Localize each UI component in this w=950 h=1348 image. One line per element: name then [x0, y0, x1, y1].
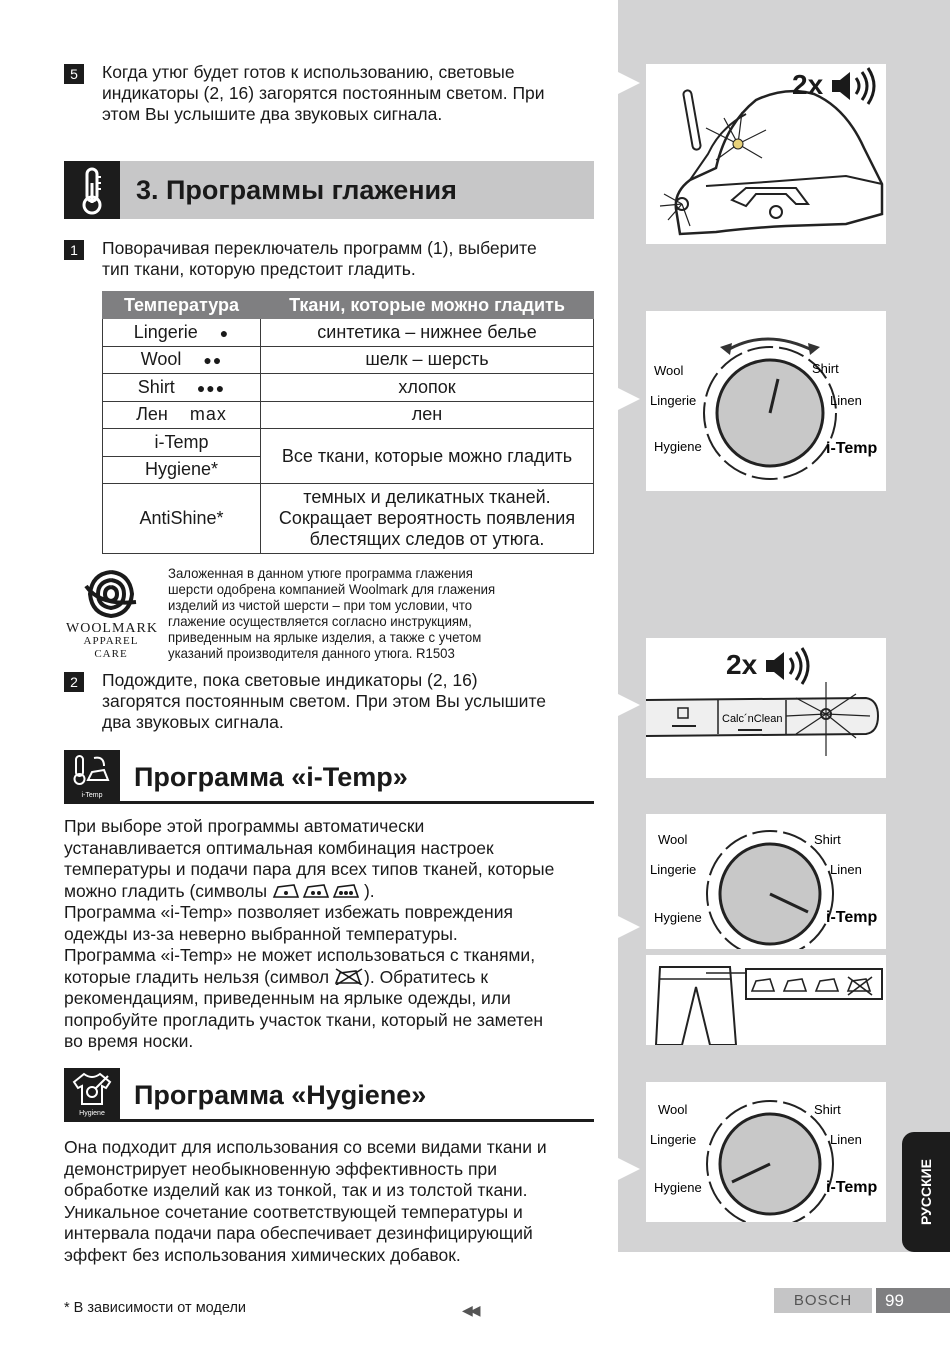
dial-lingerie-label: Lingerie: [650, 862, 697, 877]
table-header: Температура: [103, 292, 261, 319]
dial-hygiene-label: Hygiene: [654, 1180, 702, 1195]
hygiene-program-icon: Hygiene: [64, 1068, 120, 1119]
itemp-description: При выборе этой программы автоматически устанавливается оптимальная комбинация настроек температуры и подачи пара для всех типов тканей, которые можно гладить (символы ). Программа «i-Temp» позволяет избежать повреждения одежды из-за неверно выбранной температуры. Программа «i-Temp» не может использоваться с тканями, которые гладить нельзя (символ ). Обратитесь к рекомендациям, приведенным на ярлыке одежды, или попробуйте прогладить участок ткани, который не заметен во время носки.: [64, 816, 555, 1051]
illustration-dial-itemp: [646, 814, 886, 949]
panel-pointer: [618, 916, 640, 938]
table-cell: лен: [261, 401, 594, 429]
table-cell: Все ткани, которые можно гладить: [261, 429, 594, 484]
woolmark-description: Заложенная в данном утюге программа глажения шерсти одобрена компанией Woolmark для глажения изделий из чистой шерсти – при том условии, что глажение осуществляется согласно инструкциям, приведенным на ярлыке изделия, а также с учетом указаний производителя данного утюга. R1503: [168, 565, 496, 661]
do-not-iron-icon: [334, 967, 364, 985]
panel-pointer: [618, 694, 640, 716]
text-line: Подождите, пока световые индикаторы (2, 16): [102, 670, 478, 690]
text-line: Когда утюг будет готов к использованию, световые: [102, 62, 515, 82]
step-number: 2: [64, 672, 84, 692]
dial-lingerie-label: Lingerie: [650, 393, 697, 408]
text-line: этом Вы услышите два звуковых сигнала.: [102, 104, 443, 124]
page-number: 99: [876, 1288, 950, 1313]
step-5: [64, 62, 545, 125]
table-cell: хлопок: [261, 374, 594, 402]
table-cell: Wool ●●: [103, 346, 261, 374]
dial-hygiene-label: Hygiene: [654, 439, 702, 454]
step-text: [102, 238, 537, 280]
woolmark-logo-icon: [80, 566, 142, 622]
table-row: [103, 346, 594, 374]
dial-wool-label: Wool: [654, 363, 684, 378]
dial-linen-label: Linen: [830, 393, 862, 408]
text-line: тип ткани, которую предстоит гладить.: [102, 259, 416, 279]
table-cell: Shirt ●●●: [103, 374, 261, 402]
table-row: [103, 484, 594, 554]
text-line: Поворачивая переключатель программ (1), выберите: [102, 238, 537, 258]
dial-shirt-label: Shirt: [814, 1102, 841, 1117]
step-2: [64, 670, 546, 733]
dial-lingerie-label: Lingerie: [650, 1132, 697, 1147]
dial-shirt-label: Shirt: [812, 361, 839, 376]
dial-itemp-label: i-Temp: [826, 1179, 878, 1196]
table-row: [103, 401, 594, 429]
section-title: 3. Программы глажения: [136, 175, 457, 205]
section-header-itemp: [64, 750, 594, 804]
section-header-ironing-programs: [64, 161, 594, 219]
calc-clean-label: Calc´nClean: [722, 713, 783, 725]
table-cell: AntiShine*: [103, 484, 261, 554]
step-text: [102, 62, 545, 125]
table-header: Ткани, которые можно гладить: [261, 292, 594, 319]
previous-page-icon[interactable]: ◀◀: [462, 1302, 478, 1318]
table-row: [103, 319, 594, 347]
beep-count-label: 2x: [726, 649, 758, 680]
dial-hygiene-label: Hygiene: [654, 910, 702, 925]
table-row: [103, 374, 594, 402]
step-number: 1: [64, 240, 84, 260]
beep-count-label: 2x: [792, 69, 824, 100]
table-cell: Hygiene*: [103, 456, 261, 484]
panel-pointer: [618, 1158, 640, 1180]
illustration-control-panel: [646, 638, 886, 778]
dial-itemp-label: i-Temp: [826, 440, 878, 457]
step-text: [102, 670, 546, 733]
illustration-dial-select: [646, 311, 886, 491]
iron-temperature-symbols-icon: [272, 881, 364, 899]
hygiene-description: Она подходит для использования со всеми видами ткани и демонстрирует необыкновенную эффективность при обработке изделий как из тонкой, так и из толстой ткани. Уникальное сочетание соответствующей температуры и интервала подачи пара обеспечивает дезинфицирующий эффект без использования химических добавок.: [64, 1137, 547, 1265]
text-line: два звуковых сигнала.: [102, 712, 284, 732]
section-title: Программа «Hygiene»: [134, 1080, 427, 1110]
step-1: [64, 238, 537, 280]
illustration-garment-label: [646, 955, 886, 1045]
table-cell: i-Temp: [103, 429, 261, 457]
table-cell: синтетика – нижнее белье: [261, 319, 594, 347]
thermometer-icon: [64, 161, 120, 219]
section-header-hygiene: [64, 1068, 594, 1122]
panel-pointer: [618, 388, 640, 410]
panel-pointer: [618, 72, 640, 94]
dial-shirt-label: Shirt: [814, 832, 841, 847]
text-line: загорятся постоянным светом. При этом Вы услышите: [102, 691, 547, 711]
dial-linen-label: Linen: [830, 1132, 862, 1147]
dial-itemp-label: i-Temp: [826, 909, 878, 926]
illustration-dial-hygiene: [646, 1082, 886, 1222]
illustration-iron-ready: [646, 64, 886, 244]
section-title: Программа «i-Temp»: [134, 762, 408, 792]
table-cell: шелк – шерсть: [261, 346, 594, 374]
dial-wool-label: Wool: [658, 1102, 688, 1117]
dial-wool-label: Wool: [658, 832, 688, 847]
speaker-icon: [832, 68, 874, 104]
woolmark-caption: WOOLMARK APPAREL CARE: [66, 621, 158, 660]
fabric-table: [102, 291, 594, 554]
footnote: * В зависимости от модели: [64, 1300, 247, 1316]
step-number: 5: [64, 64, 84, 84]
brand-label: BOSCH: [774, 1288, 872, 1313]
text-line: индикаторы (2, 16) загорятся постоянным светом. При: [102, 83, 545, 103]
dial-linen-label: Linen: [830, 862, 862, 877]
speaker-icon: [766, 648, 808, 684]
language-tab: РУССКИЕ: [902, 1132, 950, 1252]
table-header-row: [103, 292, 594, 319]
itemp-program-icon: i-Temp: [64, 750, 120, 801]
table-row: [103, 429, 594, 457]
table-cell: Lingerie ●: [103, 319, 261, 347]
table-cell: темных и деликатных тканей. Сокращает вероятность появления блестящих следов от утюга.: [261, 484, 594, 554]
table-cell: Лен max: [103, 401, 261, 429]
